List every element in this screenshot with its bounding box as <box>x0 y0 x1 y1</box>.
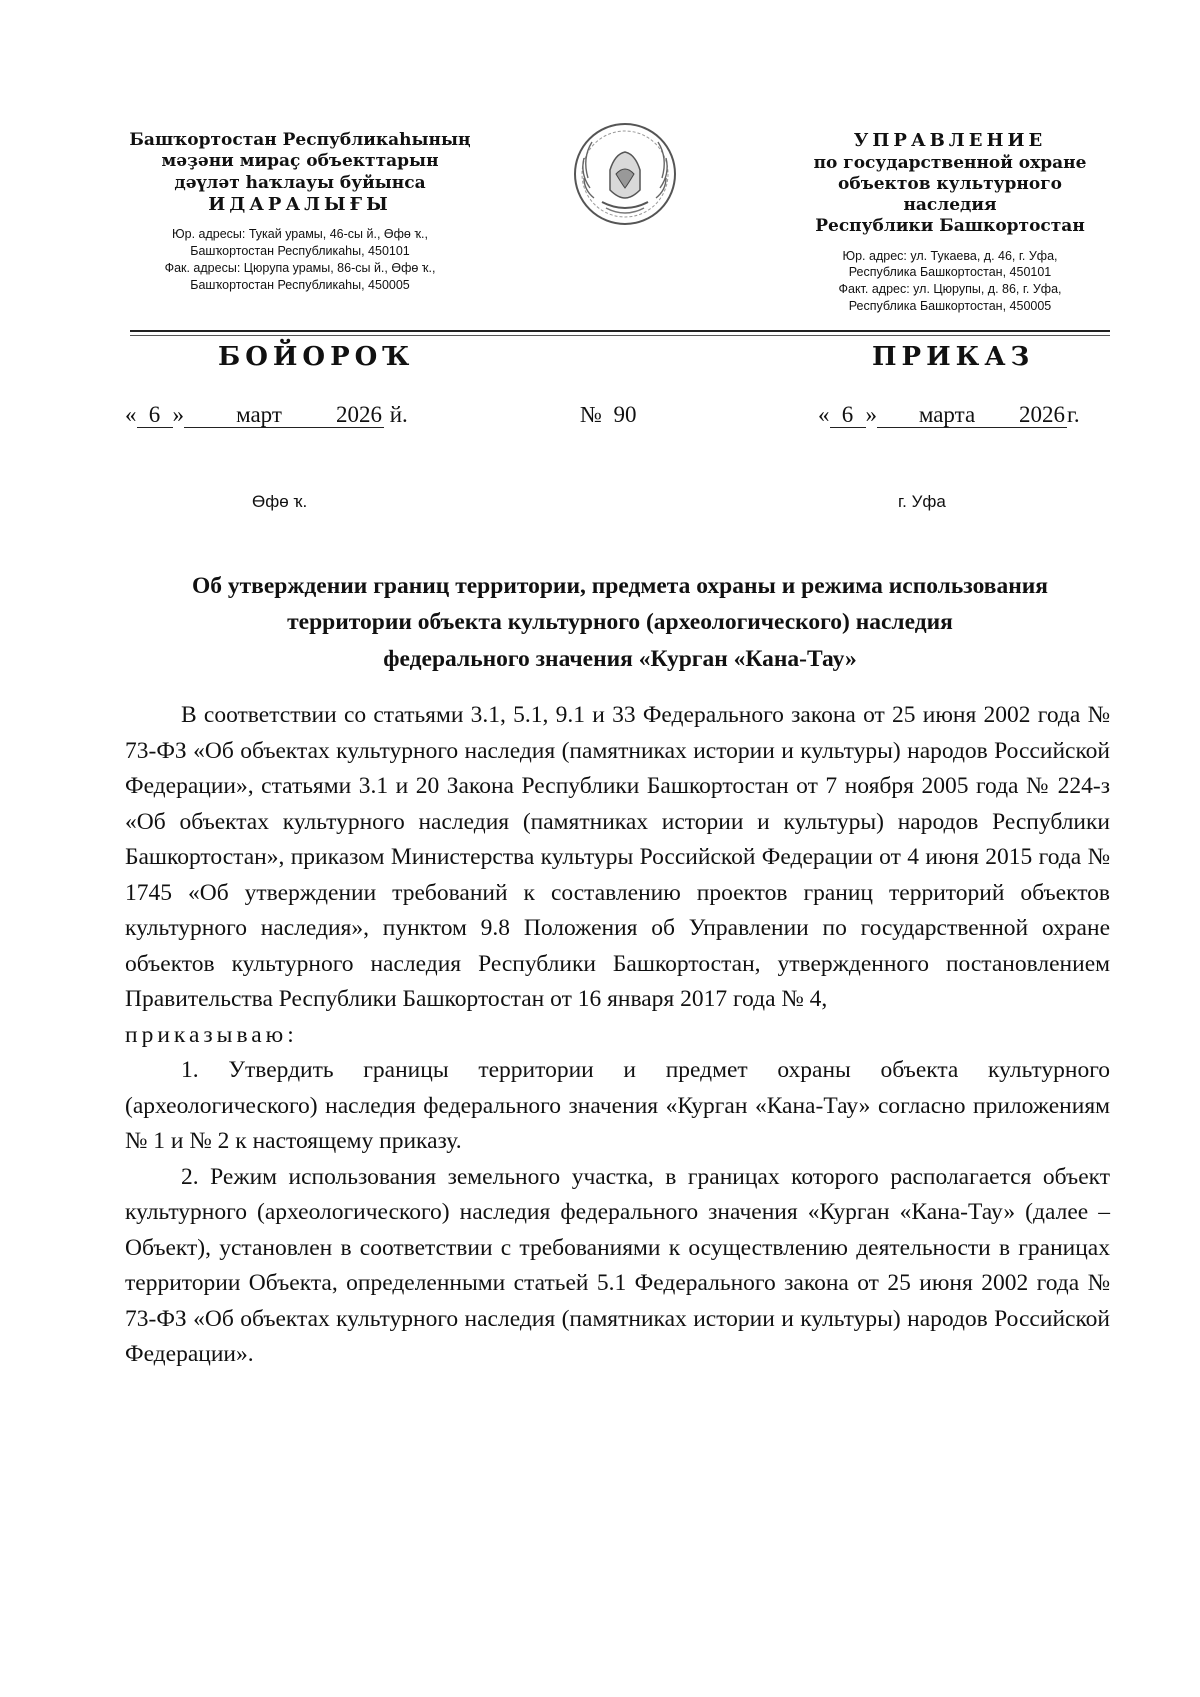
title-line: территории объекта культурного (археологического) наследия <box>287 609 953 636</box>
order-item: 2. Режим использования земельного участка, в границах которого располагается объект культурного (археологического) наследия федерального значения «Курган «Кана-Тау» (далее – Объект), установлен в соответствии с требованиями к осуществлению деятельности в границах территории Объекта, определенными статьей 5.1 Федерального закона от 25 июня 2002 года № 73-ФЗ «Об объектах культурного наследия (памятниках истории и культуры) народов Российской Федерации». <box>125 1163 1110 1367</box>
address-block <box>110 226 490 294</box>
org-name-line: Республики Башкортостан <box>815 216 1085 237</box>
date-left <box>125 402 408 428</box>
address-line: Фак. адресы: Цюрупа урамы, 86-сы й., Өфө ҡ., <box>164 261 436 275</box>
org-name-line: по государственной охране <box>813 152 1087 173</box>
date-suffix: й. <box>389 402 408 427</box>
org-name-line: мәҙәни мираҫ объекттарын <box>161 151 439 172</box>
header-divider <box>130 330 1110 332</box>
org-name-spaced: ИДАРАЛЫҒЫ <box>208 193 392 215</box>
address-line: Республика Башкортостан, 450005 <box>848 299 1052 314</box>
address-line: Факт. адрес: ул. Цюрупы, д. 86, г. Уфа, <box>838 282 1062 297</box>
document-body <box>125 698 1110 1373</box>
quote-open: « <box>125 402 137 427</box>
address-line: Башҡортостан Республикаһы, 450005 <box>190 277 410 292</box>
number-value: 90 <box>613 402 637 427</box>
doc-type-right: ПРИКАЗ <box>872 342 1035 372</box>
org-name-spaced: УПРАВЛЕНИЕ <box>853 130 1047 151</box>
header-left <box>110 130 490 294</box>
doc-type-left: БОЙОРОҠ <box>218 342 415 372</box>
quote-open: « <box>818 402 830 427</box>
address-line: Республика Башкортостан, 450101 <box>848 265 1052 280</box>
document-title <box>125 568 1115 677</box>
date-suffix: г. <box>1067 402 1080 427</box>
title-line: федерального значения «Курган «Кана-Тау» <box>383 645 857 672</box>
date-day: 6 <box>830 402 866 428</box>
date-year: 2026 <box>1019 402 1065 427</box>
quote-close: » <box>865 402 877 427</box>
quote-close: » <box>172 402 184 427</box>
date-year: 2026 <box>336 402 382 427</box>
header-divider <box>130 335 1110 336</box>
order-word: приказываю: <box>125 1021 298 1048</box>
order-item: 1. Утвердить границы территории и предмет охраны объекта культурного (археологического) наследия федерального значения «Курган «Кана-Тау» согласно приложениям № 1 и № 2 к настоящему приказу. <box>125 1057 1110 1154</box>
city-left: Өфө ҡ. <box>252 492 308 511</box>
address-line: Юр. адресы: Тукай урамы, 46-сы й., Өфө ҡ., <box>172 227 428 242</box>
city-right: г. Уфа <box>898 492 946 511</box>
coat-of-arms-emblem <box>570 118 680 230</box>
date-right <box>818 402 1080 428</box>
address-line: Башҡортостан Республикаһы, 450101 <box>190 244 410 259</box>
title-line: Об утверждении границ территории, предмета охраны и режима использования <box>191 573 1048 599</box>
date-month: март <box>184 402 334 428</box>
preamble-paragraph: В соответствии со статьями 3.1, 5.1, 9.1 и 33 Федерального закона от 25 июня 2002 года № 73-ФЗ «Об объектах культурного наследия (памятниках истории и культуры) народов Российской Федерации», статьями 3.1 и 20 Закона Республики Башкортостан от 7 ноября 2005 года № 224-з «Об объектах культурного наследия (памятниках истории и культуры) народов Республики Башкортостан», приказом Министерства культуры Российской Федерации от 4 июня 2015 года № 1745 «Об утверждении требований к составлению проектов границ территорий объектов культурного наследия», пунктом 9.8 Положения об Управлении по государственной охране объектов культурного наследия Республики Башкортостан, утвержденного постановлением Правительства Республики Башкортостан от 16 января 2017 года № 4, <box>125 702 1110 1012</box>
number-sign: № <box>580 402 602 427</box>
org-name-line: дәүләт һаҡлауы буйынса <box>174 172 426 193</box>
header-right <box>790 130 1110 315</box>
date-month: марта <box>877 402 1017 428</box>
org-name-line: Башҡортостан Республикаһының <box>129 130 471 150</box>
doc-number <box>580 402 636 428</box>
date-day: 6 <box>137 402 173 428</box>
address-block <box>790 248 1110 316</box>
address-line: Юр. адрес: ул. Тукаева, д. 46, г. Уфа, <box>842 248 1058 263</box>
org-name-line: объектов культурного наследия <box>838 173 1062 215</box>
